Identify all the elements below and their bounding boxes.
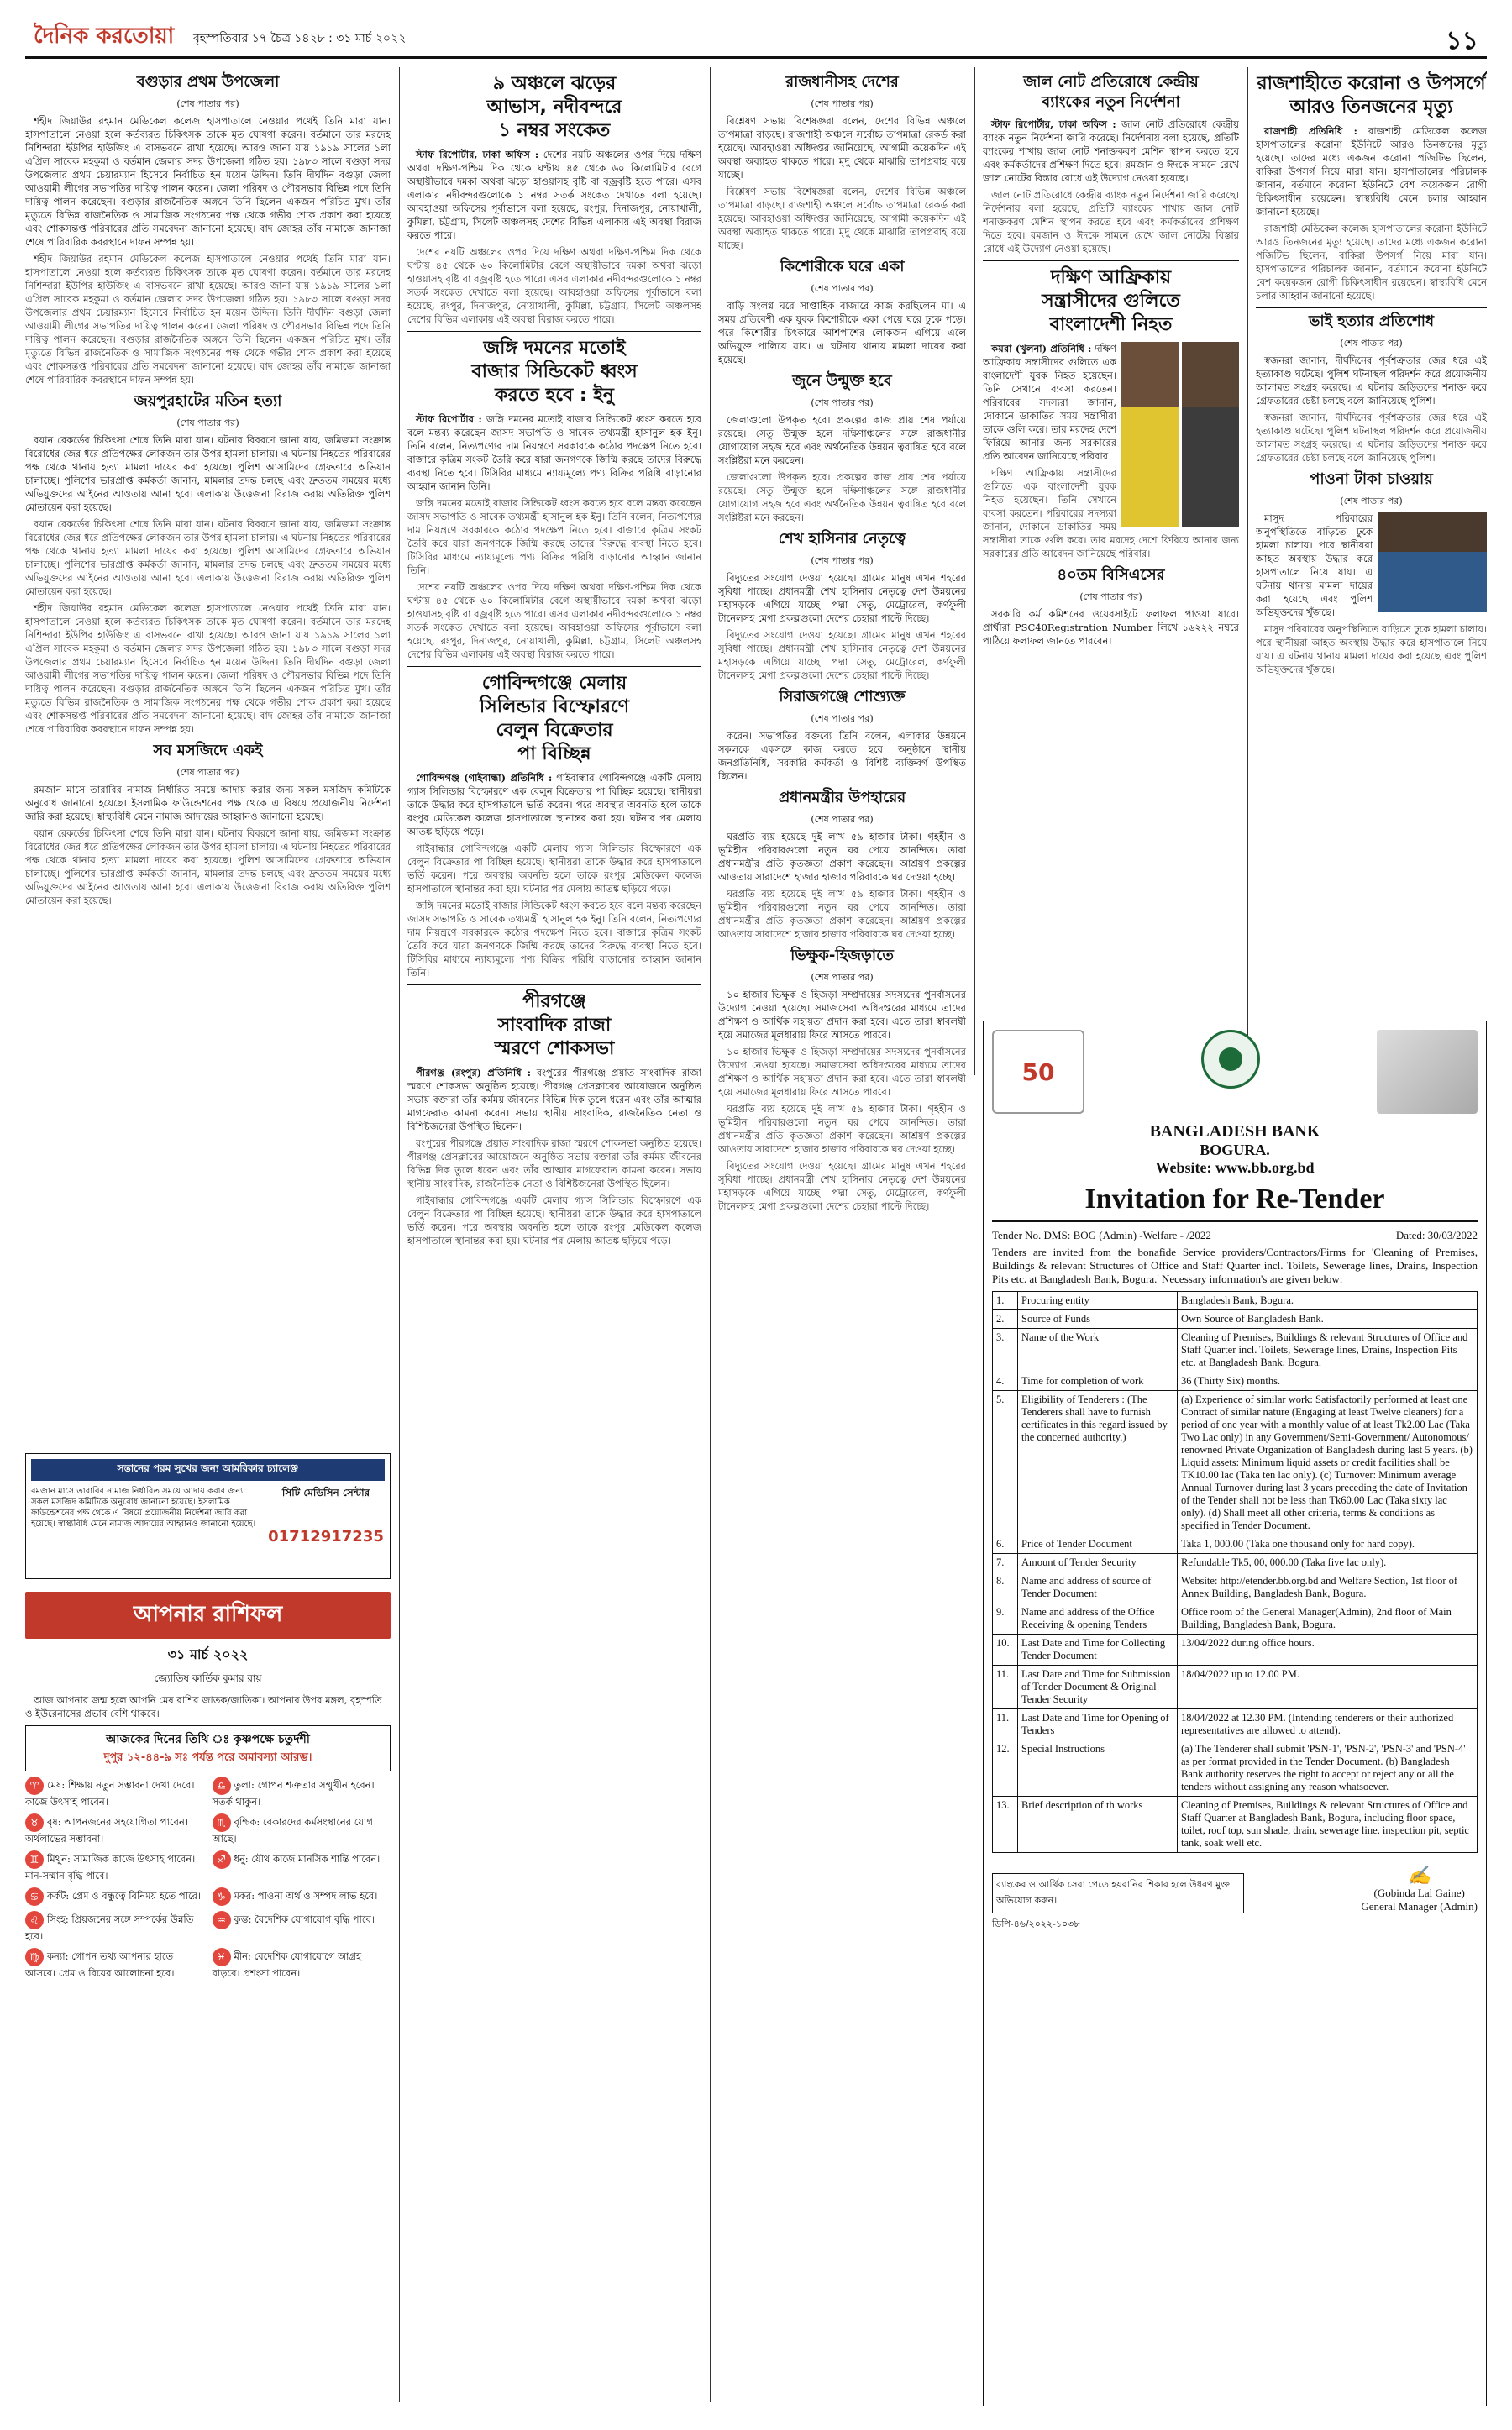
- headline: শেখ হাসিনার নেতৃত্বে: [778, 530, 906, 548]
- headline: ৪০তম বিসিএসের: [1057, 566, 1165, 584]
- row-key: Time for completion of work: [1018, 1372, 1178, 1391]
- row-number: 9.: [993, 1603, 1018, 1635]
- row-number: 6.: [993, 1535, 1018, 1554]
- continued-label: (শেষ পাতার পর): [176, 417, 239, 428]
- zodiac-item: [25, 1948, 204, 1980]
- tithi-title: আজকের দিনের তিথি ঃ কৃষ্ণপক্ষে চতুর্দশী: [106, 1733, 310, 1746]
- zodiac-grid: [25, 1777, 391, 1980]
- zodiac-text: মীন: বেদেশিক যোগাযোগে আগ্রহ বাড়বে। প্রশংসা পাবেন।: [212, 1950, 362, 1979]
- article-body: রাজশাহী মেডিকেল কলেজ হাসপাতালের করোনা ইউনিটে আরও তিনজনের মৃত্যু হয়েছে। তাদের মধ্যে একজন করোনা পজিটিভ ছিলেন, বাকিরা উপসর্গ নিয়ে মারা যান। হাসপাতালের পরিচালক জানান, বর্তমানে করোনা ইউনিটে বেশ কয়েকজন রোগী চিকিৎসাধীন রয়েছেন। স্বাস্থ্যবিধি মেনে চলার আহ্বান জানানো হয়েছে।: [1256, 223, 1487, 302]
- table-row: [993, 1603, 1478, 1635]
- row-value: Refundable Tk5, 00, 000.00 (Taka five lac only).: [1178, 1554, 1478, 1572]
- zodiac-text: বৃশ্চিক: বেকারদের কর্মসংস্থানের যোগ আছে।: [212, 1816, 373, 1845]
- row-number: 11.: [993, 1709, 1018, 1740]
- headline-line: জঙ্গি দমনের মতোই: [483, 338, 626, 359]
- continued-label: (শেষ পাতার পর): [811, 283, 874, 294]
- headline: কিশোরীকে ঘরে একা: [780, 258, 905, 276]
- bank-city: BOGURA.: [1200, 1142, 1270, 1158]
- article-body: রংপুরের পীরগঞ্জে প্রয়াত সাংবাদিক রাজা স্মরণে শোকসভা অনুষ্ঠিত হয়েছে। পীরগঞ্জ প্রেসক্লাবের আয়োজনে অনুষ্ঠিত সভায় বক্তারা তাঁর কর্মময় জীবনের বিভিন্ন দিক তুলে ধরেন এবং তাঁর আত্মার মাগফেরাত কামনা করেন। সভায় স্থানীয় সাংবাদিক, রাজনৈতিক নেতা ও বিশিষ্টজনেরা উপস্থিত ছিলেন।: [407, 1067, 701, 1132]
- portrait-logo: [1377, 1030, 1478, 1114]
- headline: পাওনা টাকা চাওয়ায়: [1310, 470, 1433, 488]
- headline: [407, 666, 701, 766]
- headline: সিরাজগঞ্জে শোশ্যুক্ত: [779, 688, 906, 706]
- row-key: Source of Funds: [1018, 1310, 1178, 1329]
- article-body: ১০ হাজার ভিক্ষুক ও হিজড়া সম্প্রদায়ের সদস্যদের পুনর্বাসনের উদ্যোগ নেওয়া হয়েছে। সমাজসেবা অধিদপ্তরের মাধ্যমে তাদের প্রশিক্ষণ ও আর্থিক সহায়তা প্রদান করা হবে। এতে তারা স্বাবলম্বী হয়ে সমাজের মূলধারায় ফিরে আসতে পারবে।: [718, 989, 966, 1041]
- continued-label: (শেষ পাতার পর): [811, 713, 874, 724]
- article-body: জেলাগুলো উপকৃত হবে। প্রকল্পের কাজ প্রায় শেষ পর্যায়ে রয়েছে। সেতু উন্মুক্ত হলে দক্ষিণাঞ্চলের সঙ্গে রাজধানীর যোগাযোগ সহজ হবে এবং অর্থনৈতিক উন্নয়ন ত্বরান্বিত হবে বলে সংশ্লিষ্টরা মনে করছেন।: [718, 414, 966, 466]
- zodiac-sign-icon: ♒: [213, 1911, 231, 1929]
- article-body: বয়ান রেকর্ডের চিকিৎসা শেষে তিনি মারা যান। ঘটনার বিবরণে জানা যায়, জমিজমা সংক্রান্ত বিরোধের জের ধরে প্রতিপক্ষের লোকজন তার উপর হামলা চালায়। এ ঘটনায় নিহতের পরিবারের পক্ষ থেকে থানায় হত্যা মামলা দায়ের করা হয়েছে। পুলিশ আসামিদের গ্রেফতারে অভিযান চালাচ্ছে। পুলিশের ভারপ্রাপ্ত কর্মকর্তা জানান, মামলার তদন্ত চলছে এবং দ্রুততম সময়ের মধ্যে অভিযুক্তদের আইনের আওতায় আনা হবে। এলাকায় উত্তেজনা বিরাজ করায় অতিরিক্ত পুলিশ মোতায়েন করা হয়েছে।: [25, 434, 391, 513]
- article-body: রংপুরের পীরগঞ্জে প্রয়াত সাংবাদিক রাজা স্মরণে শোকসভা অনুষ্ঠিত হয়েছে। পীরগঞ্জ প্রেসক্লাবের আয়োজনে অনুষ্ঠিত সভায় বক্তারা তাঁর কর্মময় জীবনের বিভিন্ন দিক তুলে ধরেন এবং তাঁর আত্মার মাগফেরাত কামনা করেন। সভায় স্থানীয় সাংবাদিক, রাজনৈতিক নেতা ও বিশিষ্টজনেরা উপস্থিত ছিলেন।: [407, 1137, 701, 1189]
- headline: ভিক্ষুক-হিজড়াতে: [790, 947, 894, 964]
- article-body: দেশের নয়টি অঞ্চলের ওপর দিয়ে দক্ষিণ অথবা দক্ষিণ-পশ্চিম দিক থেকে ঘণ্টায় ৪৫ থেকে ৬০ কিলোমিটার বেগে অস্থায়ীভাবে দমকা অথবা ঝড়ো হাওয়াসহ বৃষ্টি বা বজ্রবৃষ্টি হতে পারে। এসব এলাকার নদীবন্দরগুলোকে ১ নম্বর সতর্ক সংকেত দেখাতে বলা হয়েছে। আবহাওয়া অফিসের পূর্বাভাসে বলা হয়েছে, রংপুর, দিনাজপুর, নোয়াখালী, কুমিল্লা, চট্টগ্রাম, সিলেট অঞ্চলসহ দেশের বিভিন্ন এলাকায় এই অবস্থা বিরাজ করতে পারে।: [407, 149, 701, 241]
- headline: ভাই হত্যার প্রতিশোধ: [1256, 307, 1487, 332]
- continued-label: (শেষ পাতার পর): [1079, 591, 1142, 602]
- row-value: Cleaning of Premises, Buildings & relevant Structures of Office and Staff Quarter at Bangladesh Bank, Bogura, including floor space, toilet, roof top, sun shade, drain, sewerage line, inspection pit, septic tank, soak well etc.: [1178, 1797, 1478, 1853]
- article-body: বয়ান রেকর্ডের চিকিৎসা শেষে তিনি মারা যান। ঘটনার বিবরণে জানা যায়, জমিজমা সংক্রান্ত বিরোধের জের ধরে প্রতিপক্ষের লোকজন তার উপর হামলা চালায়। এ ঘটনায় নিহতের পরিবারের পক্ষ থেকে থানায় হত্যা মামলা দায়ের করা হয়েছে। পুলিশ আসামিদের গ্রেফতারে অভিযান চালাচ্ছে। পুলিশের ভারপ্রাপ্ত কর্মকর্তা জানান, মামলার তদন্ত চলছে এবং দ্রুততম সময়ের মধ্যে অভিযুক্তদের আইনের আওতায় আনা হবে। এলাকায় উত্তেজনা বিরাজ করায় অতিরিক্ত পুলিশ মোতায়েন করা হয়েছে।: [25, 827, 391, 906]
- zodiac-sign-icon: ♍: [25, 1948, 44, 1966]
- table-row: [993, 1310, 1478, 1329]
- row-key: Name and address of source of Tender Document: [1018, 1572, 1178, 1603]
- photo-person-left: [1121, 342, 1179, 527]
- row-value: 18/04/2022 up to 12.00 PM.: [1178, 1666, 1478, 1709]
- news-photo: [1378, 512, 1487, 612]
- zodiac-item: [25, 1850, 204, 1882]
- row-key: Name of the Work: [1018, 1329, 1178, 1372]
- newspaper-logo: দৈনিক করতোয়া: [34, 24, 175, 49]
- zodiac-text: মিথুন: সামাজিক কাজে উৎসাহ পাবেন। মান-সম্মান বৃদ্ধি পাবে।: [25, 1853, 196, 1882]
- table-row: [993, 1666, 1478, 1709]
- byline: কয়রা (খুলনা) প্রতিনিধি :: [991, 343, 1092, 354]
- horoscope-author: জ্যোতিষ কার্তিক কুমার রায়: [154, 1672, 262, 1684]
- headline-line: সিলিন্ডার বিস্ফোরণে: [479, 696, 630, 717]
- article-body: বিদ্যুতের সংযোগ দেওয়া হয়েছে। গ্রামের মানুষ এখন শহরের সুবিধা পাচ্ছে। প্রধানমন্ত্রী শেখ হাসিনার নেতৃত্বে দেশ উন্নয়নের মহাসড়কে এগিয়ে যাচ্ছে। পদ্মা সেতু, মেট্রোরেল, কর্ণফুলী টানেলসহ মেগা প্রকল্পগুলো দেশের চেহারা পাল্টে দিচ্ছে।: [718, 629, 966, 681]
- column-2: [407, 67, 701, 2402]
- tender-title: Invitation for Re-Tender: [992, 1184, 1478, 1222]
- tender-notice: [983, 1021, 1487, 2406]
- headline-line: জাল নোট প্রতিরোধে কেন্দ্রীয়: [1023, 73, 1199, 91]
- article-body: বিশ্লেষণ সভায় বিশেষজ্ঞরা বলেন, দেশের বিভিন্ন অঞ্চলে তাপমাত্রা বাড়ছে। রাজশাহী অঞ্চলে সর্বোচ্চ তাপমাত্রা রেকর্ড করা হয়েছে। আবহাওয়া অধিদপ্তর জানিয়েছে, আগামী কয়েকদিন এই অবস্থা অব্যাহত থাকতে পারে। মৃদু থেকে মাঝারি তাপপ্রবাহ বয়ে যাচ্ছে।: [718, 186, 966, 251]
- headline-line: স্মরণে শোকসভা: [494, 1038, 615, 1059]
- headline: রাজধানীসহ দেশের: [785, 73, 899, 91]
- article-body: বিদ্যুতের সংযোগ দেওয়া হয়েছে। গ্রামের মানুষ এখন শহরের সুবিধা পাচ্ছে। প্রধানমন্ত্রী শেখ হাসিনার নেতৃত্বে দেশ উন্নয়নের মহাসড়কে এগিয়ে যাচ্ছে। পদ্মা সেতু, মেট্রোরেল, কর্ণফুলী টানেলসহ মেগা প্রকল্পগুলো দেশের চেহারা পাল্টে দিচ্ছে।: [718, 572, 966, 624]
- headline-line: গোবিন্দগঞ্জে মেলায়: [481, 673, 627, 694]
- article-body: বয়ান রেকর্ডের চিকিৎসা শেষে তিনি মারা যান। ঘটনার বিবরণে জানা যায়, জমিজমা সংক্রান্ত বিরোধের জের ধরে প্রতিপক্ষের লোকজন তার উপর হামলা চালায়। এ ঘটনায় নিহতের পরিবারের পক্ষ থেকে থানায় হত্যা মামলা দায়ের করা হয়েছে। পুলিশ আসামিদের গ্রেফতারে অভিযান চালাচ্ছে। পুলিশের ভারপ্রাপ্ত কর্মকর্তা জানান, মামলার তদন্ত চলছে এবং দ্রুততম সময়ের মধ্যে অভিযুক্তদের আইনের আওতায় আনা হবে। এলাকায় উত্তেজনা বিরাজ করায় অতিরিক্ত পুলিশ মোতায়েন করা হয়েছে।: [25, 518, 391, 597]
- horoscope-section: [25, 1592, 391, 2398]
- continued-label: (শেষ পাতার পর): [811, 972, 874, 983]
- row-number: 11.: [993, 1666, 1018, 1709]
- zodiac-sign-icon: ♏: [213, 1813, 231, 1832]
- row-key: Price of Tender Document: [1018, 1535, 1178, 1554]
- row-value: 13/04/2022 during office hours.: [1178, 1635, 1478, 1666]
- headline-line: সাংবাদিক রাজা: [497, 1015, 612, 1036]
- continued-label: (শেষ পাতার পর): [1340, 338, 1403, 349]
- headline-line: আভাস, নদীবন্দরে: [486, 97, 622, 118]
- row-value: (a) The Tenderer shall submit 'PSN-1', 'PSN-2', 'PSN-3' and 'PSN-4' as per format provided in the Tender Document. (b) Bangladesh Bank authority reserves the right to accept or reject any or all the tenders without assigning any reason whatsoever.: [1178, 1740, 1478, 1797]
- table-row: [993, 1635, 1478, 1666]
- row-value: Office room of the General Manager(Admin), 2nd floor of Main Building, Bangladesh Bank, Bogura.: [1178, 1603, 1478, 1635]
- row-key: Procuring entity: [1018, 1292, 1178, 1310]
- zodiac-sign-icon: ♉: [25, 1813, 44, 1832]
- complaint-footnote: ব্যাংকের ও আর্থিক সেবা পেতে হয়রানির শিকার হলে উধরণ মুক্ত অভিযোগ করুন।: [992, 1873, 1244, 1913]
- tender-date: Dated: 30/03/2022: [1395, 1229, 1478, 1241]
- byline: রাজশাহী প্রতিনিধি :: [1264, 125, 1357, 137]
- table-row: [993, 1709, 1478, 1740]
- article-body: রাজশাহী মেডিকেল কলেজ হাসপাতালের করোনা ইউনিটে আরও তিনজনের মৃত্যু হয়েছে। তাদের মধ্যে একজন করোনা পজিটিভ ছিলেন, বাকিরা উপসর্গ নিয়ে মারা যান। হাসপাতালের পরিচালক জানান, বর্তমানে করোনা ইউনিটে বেশ কয়েকজন রোগী চিকিৎসাধীন রয়েছেন। স্বাস্থ্যবিধি মেনে চলার আহ্বান জানানো হয়েছে।: [1256, 125, 1487, 218]
- row-key: Last Date and Time for Opening of Tenders: [1018, 1709, 1178, 1740]
- article-body: ১০ হাজার ভিক্ষুক ও হিজড়া সম্প্রদায়ের সদস্যদের পুনর্বাসনের উদ্যোগ নেওয়া হয়েছে। সমাজসেবা অধিদপ্তরের মাধ্যমে তাদের প্রশিক্ষণ ও আর্থিক সহায়তা প্রদান করা হবে। এতে তারা স্বাবলম্বী হয়ে সমাজের মূলধারায় ফিরে আসতে পারবে।: [718, 1046, 966, 1098]
- horoscope-title: আপনার রাশিফল: [25, 1592, 391, 1639]
- tender-number: Tender No. DMS: BOG (Admin) -Welfare - /2022: [992, 1229, 1211, 1241]
- zodiac-sign-icon: ♓: [213, 1948, 231, 1966]
- article-body: জঙ্গি দমনের মতোই বাজার সিন্ডিকেট ধ্বংস করতে হবে বলে মন্তব্য করেছেন জাসদ সভাপতি ও সাবেক তথ্যমন্ত্রী হাসানুল হক ইনু। তিনি বলেন, নিত্যপণ্যের দাম নিয়ন্ত্রণে সরকারকে কঠোর পদক্ষেপ নিতে হবে। বাজারে কৃত্রিম সংকট তৈরি করে যারা জনগণকে জিম্মি করছে তাদের বিরুদ্ধে ব্যবস্থা নিতে হবে। টিসিবির মাধ্যমে ন্যায্যমূল্যে পণ্য বিক্রির পরিধি বাড়ানোর আহ্বান জানান তিনি।: [407, 497, 701, 576]
- headline: [407, 984, 701, 1061]
- table-row: [993, 1535, 1478, 1554]
- row-number: 4.: [993, 1372, 1018, 1391]
- row-key: Last Date and Time for Submission of Tender Document & Original Tender Security: [1018, 1666, 1178, 1709]
- tithi-subtitle: দুপুর ১২-৪৪-৯ সঃ পর্যন্ত পরে অমাবস্যা আরম্ভ।: [103, 1751, 312, 1764]
- column-rule: [1247, 67, 1248, 1075]
- article-body: স্বজনরা জানান, দীর্ঘদিনের পূর্বশত্রুতার জের ধরে এই হত্যাকাণ্ড ঘটেছে। পুলিশ ঘটনাস্থল পরিদর্শন করে প্রয়োজনীয় আলামত সংগ্রহ করেছে। এ ঘটনায় জড়িতদের শনাক্ত করে গ্রেফতারের চেষ্টা চলছে বলে জানিয়েছে পুলিশ।: [1256, 354, 1487, 407]
- zodiac-item: [213, 1887, 391, 1906]
- continued-label: (শেষ পাতার পর): [811, 98, 874, 109]
- column-rule: [974, 67, 975, 1075]
- row-value: Website: http://etender.bb.org.bd and Welfare Section, 1st floor of Annex Building, Bangladesh Bank, Bogura.: [1178, 1572, 1478, 1603]
- zodiac-text: সিংহ: প্রিয়জনের সঙ্গে সম্পর্কের উন্নতি হবে।: [25, 1913, 194, 1942]
- table-row: [993, 1554, 1478, 1572]
- table-row: [993, 1329, 1478, 1372]
- continued-label: (শেষ পাতার পর): [176, 767, 239, 778]
- zodiac-text: ধনু: যৌথ কাজে মানসিক শান্তি পাবেন।: [234, 1853, 381, 1865]
- article-body: ঘরপ্রতি ব্যয় হয়েছে দুই লাখ ৫৯ হাজার টাকা। গৃহহীন ও ভূমিহীন পরিবারগুলো নতুন ঘর পেয়ে আনন্দিত। তারা প্রধানমন্ত্রীর প্রতি কৃতজ্ঞতা প্রকাশ করেছেন। আশ্রয়ণ প্রকল্পের আওতায় সারাদেশে হাজার হাজার পরিবারকে ঘর দেওয়া হচ্ছে।: [718, 1103, 966, 1155]
- article-body: দক্ষিণ আফ্রিকায় সন্ত্রাসীদের গুলিতে এক বাংলাদেশী যুবক নিহত হয়েছেন। তিনি সেখানে ব্যবসা করতেন। পরিবারের সদস্যরা জানান, দোকানে ডাকাতির সময় সন্ত্রাসীরা তাকে গুলি করে। তার মরদেহ দেশে ফিরিয়ে আনার জন্য সরকারের প্রতি আবেদন জানিয়েছে পরিবার।: [983, 467, 1239, 559]
- article-body: ঘরপ্রতি ব্যয় হয়েছে দুই লাখ ৫৯ হাজার টাকা। গৃহহীন ও ভূমিহীন পরিবারগুলো নতুন ঘর পেয়ে আনন্দিত। তারা প্রধানমন্ত্রীর প্রতি কৃতজ্ঞতা প্রকাশ করেছেন। আশ্রয়ণ প্রকল্পের আওতায় সারাদেশে হাজার হাজার পরিবারকে ঘর দেওয়া হচ্ছে।: [718, 831, 966, 883]
- article-body: বাড়ি সংলগ্ন ঘরে সাপ্তাহিক বাজারে কাজ করছিলেন মা। এ সময় প্রতিবেশী এক যুবক কিশোরীকে একা পেয়ে ঘরে ঢুকে পড়ে। পরে কিশোরীর চিৎকারে আশপাশের লোকজন এগিয়ে এলে অভিযুক্ত পালিয়ে যায়। এ ঘটনায় থানায় মামলা দায়ের করা হয়েছে।: [718, 300, 966, 365]
- row-value: Cleaning of Premises, Buildings & relevant Structures of Office and Staff Quarter incl. Toilets, Sewerage lines, Drains, Inspection Pits etc. at Bangladesh Bank, Bogura.: [1178, 1329, 1478, 1372]
- masthead: [25, 17, 1487, 59]
- column-3: [718, 67, 966, 2402]
- article-body: শহীদ জিয়াউর রহমান মেডিকেল কলেজ হাসপাতালে নেওয়ার পথেই তিনি মারা যান। হাসপাতালে নেওয়া হলে কর্তব্যরত চিকিৎসক তাকে মৃত ঘোষণা করেন। বর্তমানে তার মরদেহ নিশিন্দারা ইউপির হাউজিং এ বাসভবনে রাখা হয়েছে। আরও জানা যায় ১৯১৯ সালের ১লা এপ্রিল সাবেক মহকুমা ও বর্তমান জেলার সদর উপজেলা গঠিত হয়। ১৯৮৩ সালে বগুড়া সদর উপজেলার প্রথম চেয়ারম্যান হিসেবে নির্বাচিত হন ময়েন উদ্দিন। তিনি দীর্ঘদিন বগুড়া জেলা আওয়ামী লীগের সভাপতির দায়িত্ব পালন করেন। জেলা পরিষদ ও পৌরসভার বিভিন্ন পদে তিনি দায়িত্ব পালন করেছেন। বগুড়ার রাজনৈতিক অঙ্গনে তিনি ছিলেন একজন পরিচিত মুখ। তাঁর মৃত্যুতে বিভিন্ন রাজনৈতিক ও সামাজিক সংগঠনের পক্ষ থেকে গভীর শোক প্রকাশ করা হয়েছে এবং শোকসন্তপ্ত পরিবারের প্রতি সমবেদনা জানানো হয়েছে। বাদ জোহর তাঁর নামাজে জানাজা শেষে পারিবারিক কবরস্থানে দাফন সম্পন্ন হয়।: [25, 115, 391, 248]
- headline: প্রধানমন্ত্রীর উপহারের: [778, 789, 906, 806]
- zodiac-item: [25, 1887, 204, 1906]
- ad-clinic-name: সিটি মেডিসিন সেন্টার: [281, 1487, 370, 1498]
- row-key: Brief description of th works: [1018, 1797, 1178, 1853]
- row-number: 7.: [993, 1554, 1018, 1572]
- row-value: Taka 1, 000.00 (Taka one thousand only for hard copy).: [1178, 1535, 1478, 1554]
- byline: স্টাফ রিপোর্টার, ঢাকা অফিস :: [991, 118, 1116, 130]
- row-key: Eligibility of Tenderers : (The Tenderers shall have to furnish certificates in this regard issued by the concerned authority.): [1018, 1391, 1178, 1535]
- zodiac-text: বৃষ: আপনজনের সহযোগিতা পাবেন। অর্থলাভের সম্ভাবনা।: [25, 1816, 188, 1845]
- headline-line: আরও তিনজনের মৃত্যু: [1289, 97, 1453, 118]
- row-value: Bangladesh Bank, Bogura.: [1178, 1292, 1478, 1310]
- horoscope-intro: আজ আপনার জন্ম হলে আপনি মেষ রাশির জাতক/জাতিকা। আপনার উপর মঙ্গল, বৃহস্পতি ও ইউরেনাসের প্রভাব বেশি থাকবে।: [25, 1694, 382, 1719]
- row-number: 1.: [993, 1292, 1018, 1310]
- zodiac-text: কুম্ভ: বৈদেশিক যোগাযোগ বৃদ্ধি পাবে।: [234, 1913, 375, 1925]
- headline-line: ব্যাংকের নতুন নির্দেশনা: [1042, 93, 1180, 111]
- article-body: জেলাগুলো উপকৃত হবে। প্রকল্পের কাজ প্রায় শেষ পর্যায়ে রয়েছে। সেতু উন্মুক্ত হলে দক্ষিণাঞ্চলের সঙ্গে রাজধানীর যোগাযোগ সহজ হবে এবং অর্থনৈতিক উন্নয়ন ত্বরান্বিত হবে বলে সংশ্লিষ্টরা মনে করছেন।: [718, 471, 966, 523]
- row-value: 18/04/2022 at 12.30 PM. (Intending tenderers or their authorized representatives are allowed to attend).: [1178, 1709, 1478, 1740]
- ad-body: রমজান মাসে তারাবির নামাজ নির্ধারিত সময়ে আদায় করার জন্য সকল মসজিদ কমিটিকে অনুরোধ জানানো হয়েছে। ইসলামিক ফাউন্ডেশনের পক্ষ থেকে এ বিষয়ে প্রয়োজনীয় নির্দেশনা জারি করা হয়েছে। স্বাস্থ্যবিধি মেনে নামাজ আদায়ের আহ্বানও জানানো হয়েছে।: [31, 1487, 256, 1529]
- table-row: [993, 1740, 1478, 1797]
- article-body: গাইবান্ধার গোবিন্দগঞ্জে একটি মেলায় গ্যাস সিলিন্ডার বিস্ফোরণে এক বেলুন বিক্রেতার পা বিচ্ছিন্ন হয়েছে। স্থানীয়রা তাকে উদ্ধার করে হাসপাতালে ভর্তি করেন। পরে অবস্থার অবনতি হলে তাকে রংপুর মেডিকেল কলেজ হাসপাতালে স্থানান্তর করা হয়। ঘটনার পর মেলায় আতঙ্ক ছড়িয়ে পড়ে।: [407, 842, 701, 895]
- table-row: [993, 1797, 1478, 1853]
- ad-reference: ডিপি-৪৬/২০২২-১০৩৮: [992, 1918, 1080, 1929]
- article-body: জাল নোট প্রতিরোধে কেন্দ্রীয় ব্যাংক নতুন নির্দেশনা জারি করেছে। নির্দেশনায় বলা হয়েছে, প্রতিটি ব্যাংকের শাখায় জাল নোট শনাক্তকরণ মেশিন স্থাপন করতে হবে এবং কর্মকর্তাদের প্রশিক্ষণ দিতে হবে। রমজান ও ঈদকে সামনে রেখে জাল নোটের বিস্তার রোধে এই উদ্যোগ নেওয়া হয়েছে।: [983, 189, 1239, 255]
- row-number: 2.: [993, 1310, 1018, 1329]
- tender-table: [992, 1291, 1478, 1853]
- signature: ✍: [1407, 1865, 1431, 1886]
- headline-line: সন্ত্রাসীদের গুলিতে: [1042, 291, 1180, 312]
- table-row: [993, 1572, 1478, 1603]
- headline: জয়পুরহাটের মতিন হত্যা: [134, 392, 282, 410]
- row-number: 3.: [993, 1329, 1018, 1372]
- headline-line: পীরগঞ্জে: [522, 991, 586, 1012]
- row-value: Own Source of Bangladesh Bank.: [1178, 1310, 1478, 1329]
- zodiac-sign-icon: ♑: [213, 1887, 231, 1906]
- article-body: রমজান মাসে তারাবির নামাজ নির্ধারিত সময়ে আদায় করার জন্য সকল মসজিদ কমিটিকে অনুরোধ জানানো হয়েছে। ইসলামিক ফাউন্ডেশনের পক্ষ থেকে এ বিষয়ে প্রয়োজনীয় নির্দেশনা জারি করা হয়েছে। স্বাস্থ্যবিধি মেনে নামাজ আদায়ের আহ্বানও জানানো হয়েছে।: [25, 784, 391, 822]
- article-body: শহীদ জিয়াউর রহমান মেডিকেল কলেজ হাসপাতালে নেওয়ার পথেই তিনি মারা যান। হাসপাতালে নেওয়া হলে কর্তব্যরত চিকিৎসক তাকে মৃত ঘোষণা করেন। বর্তমানে তার মরদেহ নিশিন্দারা ইউপির হাউজিং এ বাসভবনে রাখা হয়েছে। আরও জানা যায় ১৯১৯ সালের ১লা এপ্রিল সাবেক মহকুমা ও বর্তমান জেলার সদর উপজেলা গঠিত হয়। ১৯৮৩ সালে বগুড়া সদর উপজেলার প্রথম চেয়ারম্যান হিসেবে নির্বাচিত হন ময়েন উদ্দিন। তিনি দীর্ঘদিন বগুড়া জেলা আওয়ামী লীগের সভাপতির দায়িত্ব পালন করেন। জেলা পরিষদ ও পৌরসভার বিভিন্ন পদে তিনি দায়িত্ব পালন করেছেন। বগুড়ার রাজনৈতিক অঙ্গনে তিনি ছিলেন একজন পরিচিত মুখ। তাঁর মৃত্যুতে বিভিন্ন রাজনৈতিক ও সামাজিক সংগঠনের পক্ষ থেকে গভীর শোক প্রকাশ করা হয়েছে এবং শোকসন্তপ্ত পরিবারের প্রতি সমবেদনা জানানো হয়েছে। বাদ জোহর তাঁর নামাজে জানাজা শেষে পারিবারিক কবরস্থানে দাফন সম্পন্ন হয়।: [25, 602, 391, 735]
- headline: জুনে উন্মুক্ত হবে: [792, 372, 892, 390]
- zodiac-sign-icon: ♌: [25, 1911, 44, 1929]
- row-number: 8.: [993, 1572, 1018, 1603]
- bank-website: Website: www.bb.org.bd: [1155, 1159, 1315, 1176]
- row-value: (a) Experience of similar work: Satisfactorily performed at least one Contract of similar nature (Engaging at least Twelve cleaners) for a period of one year with a monthly value of at least Tk2.00 Lac (Taka Two Lac only) in any Government/Semi-Government/ Autonomous/ renowned Private Organization of Bangladesh during last 5 years. (b) Liquid assets: Minimum liquid assets or credit facilities shall be TK10.00 lac (Taka ten lac only). (c) Turnover: Minimum average Annual Turnover during last 3 years preceding the date of Invitation of the Tender shall not be less than Tk60.00 Lac (Taka sixty lac only). (d) Shall meet all other criteria, terms & conditions as specified in Tender Document.: [1178, 1391, 1478, 1535]
- headline-line: বেলুন বিক্রেতার: [496, 720, 613, 741]
- article-body: দেশের নয়টি অঞ্চলের ওপর দিয়ে দক্ষিণ অথবা দক্ষিণ-পশ্চিম দিক থেকে ঘণ্টায় ৪৫ থেকে ৬০ কিলোমিটার বেগে অস্থায়ীভাবে দমকা অথবা ঝড়ো হাওয়াসহ বৃষ্টি বা বজ্রবৃষ্টি হতে পারে। এসব এলাকার নদীবন্দরগুলোকে ১ নম্বর সতর্ক সংকেত দেখাতে বলা হয়েছে। আবহাওয়া অফিসের পূর্বাভাসে বলা হয়েছে, রংপুর, দিনাজপুর, নোয়াখালী, কুমিল্লা, চট্টগ্রাম, সিলেট অঞ্চলসহ দেশের বিভিন্ন এলাকায় এই অবস্থা বিরাজ করতে পারে।: [407, 246, 701, 325]
- continued-label: (শেষ পাতার পর): [811, 555, 874, 566]
- zodiac-text: তুলা: গোপন শত্রুতার সম্মুখীন হবেন। সতর্ক থাকুন।: [212, 1779, 375, 1808]
- article-body: বিশ্লেষণ সভায় বিশেষজ্ঞরা বলেন, দেশের বিভিন্ন অঞ্চলে তাপমাত্রা বাড়ছে। রাজশাহী অঞ্চলে সর্বোচ্চ তাপমাত্রা রেকর্ড করা হয়েছে। আবহাওয়া অধিদপ্তর জানিয়েছে, আগামী কয়েকদিন এই অবস্থা অব্যাহত থাকতে পারে। মৃদু থেকে মাঝারি তাপপ্রবাহ বয়ে যাচ্ছে।: [718, 115, 966, 181]
- row-number: 5.: [993, 1391, 1018, 1535]
- row-number: 13.: [993, 1797, 1018, 1853]
- headline-line: বাংলাদেশী নিহত: [1049, 314, 1173, 335]
- headline: [983, 72, 1239, 113]
- byline: গোবিন্দগঞ্জ (গাইবান্ধা) প্রতিনিধি :: [416, 772, 553, 784]
- article-body: করেন। সভাপতির বক্তব্যে তিনি বলেন, এলাকার উন্নয়নে সকলকে একসঙ্গে কাজ করতে হবে। অনুষ্ঠানে স্থানীয় জনপ্রতিনিধি, সরকারি কর্মকর্তা ও বিশিষ্ট ব্যক্তিবর্গ উপস্থিত ছিলেন।: [718, 730, 966, 782]
- bank-name: BANGLADESH BANK: [1149, 1122, 1320, 1141]
- article-body: দেশের নয়টি অঞ্চলের ওপর দিয়ে দক্ষিণ অথবা দক্ষিণ-পশ্চিম দিক থেকে ঘণ্টায় ৪৫ থেকে ৬০ কিলোমিটার বেগে অস্থায়ীভাবে দমকা অথবা ঝড়ো হাওয়াসহ বৃষ্টি বা বজ্রবৃষ্টি হতে পারে। এসব এলাকার নদীবন্দরগুলোকে ১ নম্বর সতর্ক সংকেত দেখাতে বলা হয়েছে। আবহাওয়া অফিসের পূর্বাভাসে বলা হয়েছে, রংপুর, দিনাজপুর, নোয়াখালী, কুমিল্লা, চট্টগ্রাম, সিলেট অঞ্চলসহ দেশের বিভিন্ন এলাকায় এই অবস্থা বিরাজ করতে পারে।: [407, 581, 701, 660]
- zodiac-item: [213, 1813, 391, 1845]
- clinic-advertisement: [25, 1453, 391, 1579]
- zodiac-sign-icon: ♎: [213, 1777, 231, 1795]
- zodiac-item: [25, 1911, 204, 1943]
- article-body: স্বজনরা জানান, দীর্ঘদিনের পূর্বশত্রুতার জের ধরে এই হত্যাকাণ্ড ঘটেছে। পুলিশ ঘটনাস্থল পরিদর্শন করে প্রয়োজনীয় আলামত সংগ্রহ করেছে। এ ঘটনায় জড়িতদের শনাক্ত করে গ্রেফতারের চেষ্টা চলছে বলে জানিয়েছে পুলিশ।: [1256, 412, 1487, 464]
- article-body: সরকারি কর্ম কমিশনের ওয়েবসাইটে ফলাফল পাওয়া যাবে। প্রার্থীরা PSC40Registration Number লিখে ১৬২২২ নম্বরে পাঠিয়ে ফলাফল জানতে পারবেন।: [983, 608, 1239, 647]
- continued-label: (শেষ পাতার পর): [811, 397, 874, 408]
- zodiac-item: [25, 1813, 204, 1845]
- zodiac-sign-icon: ♈: [25, 1777, 44, 1795]
- headline: [1256, 72, 1487, 119]
- date-line: বৃহস্পতিবার ১৭ চৈত্র ১৪২৮ : ৩১ মার্চ ২০২২: [193, 32, 407, 45]
- zodiac-item: [213, 1948, 391, 1980]
- byline: স্টাফ রিপোর্টার :: [416, 413, 482, 425]
- zodiac-sign-icon: ♋: [25, 1887, 44, 1906]
- article-body: শহীদ জিয়াউর রহমান মেডিকেল কলেজ হাসপাতালে নেওয়ার পথেই তিনি মারা যান। হাসপাতালে নেওয়া হলে কর্তব্যরত চিকিৎসক তাকে মৃত ঘোষণা করেন। বর্তমানে তার মরদেহ নিশিন্দারা ইউপির হাউজিং এ বাসভবনে রাখা হয়েছে। আরও জানা যায় ১৯১৯ সালের ১লা এপ্রিল সাবেক মহকুমা ও বর্তমান জেলার সদর উপজেলা গঠিত হয়। ১৯৮৩ সালে বগুড়া সদর উপজেলার প্রথম চেয়ারম্যান হিসেবে নির্বাচিত হন ময়েন উদ্দিন। তিনি দীর্ঘদিন বগুড়া জেলা আওয়ামী লীগের সভাপতির দায়িত্ব পালন করেন। জেলা পরিষদ ও পৌরসভার বিভিন্ন পদে তিনি দায়িত্ব পালন করেছেন। বগুড়ার রাজনৈতিক অঙ্গনে তিনি ছিলেন একজন পরিচিত মুখ। তাঁর মৃত্যুতে বিভিন্ন রাজনৈতিক ও সামাজিক সংগঠনের পক্ষ থেকে গভীর শোক প্রকাশ করা হয়েছে এবং শোকসন্তপ্ত পরিবারের প্রতি সমবেদনা জানানো হয়েছে। বাদ জোহর তাঁর নামাজে জানাজা শেষে পারিবারিক কবরস্থানে দাফন সম্পন্ন হয়।: [25, 253, 391, 386]
- zodiac-item: [213, 1777, 391, 1808]
- continued-label: (শেষ পাতার পর): [176, 98, 239, 109]
- article-body: জঙ্গি দমনের মতোই বাজার সিন্ডিকেট ধ্বংস করতে হবে বলে মন্তব্য করেছেন জাসদ সভাপতি ও সাবেক তথ্যমন্ত্রী হাসানুল হক ইনু। তিনি বলেন, নিত্যপণ্যের দাম নিয়ন্ত্রণে সরকারকে কঠোর পদক্ষেপ নিতে হবে। বাজারে কৃত্রিম সংকট তৈরি করে যারা জনগণকে জিম্মি করছে তাদের বিরুদ্ধে ব্যবস্থা নিতে হবে। টিসিবির মাধ্যমে ন্যায্যমূল্যে পণ্য বিক্রির পরিধি বাড়ানোর আহ্বান জানান তিনি।: [407, 900, 701, 979]
- byline: স্টাফ রিপোর্টার, ঢাকা অফিস :: [416, 149, 539, 160]
- article-body: ঘরপ্রতি ব্যয় হয়েছে দুই লাখ ৫৯ হাজার টাকা। গৃহহীন ও ভূমিহীন পরিবারগুলো নতুন ঘর পেয়ে আনন্দিত। তারা প্রধানমন্ত্রীর প্রতি কৃতজ্ঞতা প্রকাশ করেছেন। আশ্রয়ণ প্রকল্পের আওতায় সারাদেশে হাজার হাজার পরিবারকে ঘর দেওয়া হচ্ছে।: [718, 888, 966, 940]
- article-body: গাইবান্ধার গোবিন্দগঞ্জে একটি মেলায় গ্যাস সিলিন্ডার বিস্ফোরণে এক বেলুন বিক্রেতার পা বিচ্ছিন্ন হয়েছে। স্থানীয়রা তাকে উদ্ধার করে হাসপাতালে ভর্তি করেন। পরে অবস্থার অবনতি হলে তাকে রংপুর মেডিকেল কলেজ হাসপাতালে স্থানান্তর করা হয়। ঘটনার পর মেলায় আতঙ্ক ছড়িয়ে পড়ে।: [407, 772, 701, 837]
- table-row: [993, 1372, 1478, 1391]
- zodiac-text: মেষ: শিক্ষায় নতুন সম্ভাবনা দেখা দেবে। কাজে উৎসাহ পাবেন।: [25, 1779, 195, 1808]
- article-body: জাল নোট প্রতিরোধে কেন্দ্রীয় ব্যাংক নতুন নির্দেশনা জারি করেছে। নির্দেশনায় বলা হয়েছে, প্রতিটি ব্যাংকের শাখায় জাল নোট শনাক্তকরণ মেশিন স্থাপন করতে হবে এবং কর্মকর্তাদের প্রশিক্ষণ দিতে হবে। রমজান ও ঈদকে সামনে রেখে জাল নোটের বিস্তার রোধে এই উদ্যোগ নেওয়া হয়েছে।: [983, 118, 1239, 184]
- photo-person-right: [1182, 342, 1239, 527]
- column-rule: [399, 67, 400, 2402]
- headline: সব মসজিদে একই: [153, 742, 263, 759]
- row-number: 12.: [993, 1740, 1018, 1797]
- zodiac-sign-icon: ♊: [25, 1850, 44, 1869]
- table-row: [993, 1391, 1478, 1535]
- signer-title: General Manager (Admin): [1361, 1900, 1478, 1913]
- byline: পীরগঞ্জ (রংপুর) প্রতিনিধি :: [416, 1067, 531, 1079]
- article-body: মাসুদ পরিবারের অনুপস্থিতিতে বাড়িতে ঢুকে হামলা চালায়। পরে স্থানীয়রা আহত অবস্থায় উদ্ধার করে হাসপাতালে নিয়ে যায়। এ ঘটনায় থানায় মামলা দায়ের করা হয়েছে এবং পুলিশ অভিযুক্তদের খুঁজছে।: [1256, 512, 1373, 618]
- headline-line: ১ নম্বর সংকেত: [498, 120, 611, 141]
- headline-line: দক্ষিণ আফ্রিকায়: [1050, 267, 1172, 288]
- column-rule: [710, 67, 711, 2402]
- zodiac-text: কর্কট: প্রেম ও বন্ধুত্বে বিনিময় হতে পারে।: [47, 1890, 202, 1902]
- column-1: [25, 67, 391, 1495]
- zodiac-text: মকর: পাওনা অর্থ ও সম্পদ লাভ হবে।: [234, 1890, 378, 1902]
- headline: [407, 331, 701, 407]
- row-value: 36 (Thirty Six) months.: [1178, 1372, 1478, 1391]
- column-4: [983, 67, 1239, 1058]
- ad-phone: 01712917235: [268, 1528, 384, 1546]
- continued-label: (শেষ পাতার পর): [811, 814, 874, 825]
- zodiac-item: [213, 1911, 391, 1943]
- article-body: বিদ্যুতের সংযোগ দেওয়া হয়েছে। গ্রামের মানুষ এখন শহরের সুবিধা পাচ্ছে। প্রধানমন্ত্রী শেখ হাসিনার নেতৃত্বে দেশ উন্নয়নের মহাসড়কে এগিয়ে যাচ্ছে। পদ্মা সেতু, মেট্রোরেল, কর্ণফুলী টানেলসহ মেগা প্রকল্পগুলো দেশের চেহারা পাল্টে দিচ্ছে।: [718, 1160, 966, 1212]
- continued-label: (শেষ পাতার পর): [1340, 496, 1403, 506]
- tender-intro: Tenders are invited from the bonafide Service providers/Contractors/Firms for 'Cleaning of Premises, Buildings & relevant Structures of Office and Staff Quarter incl. Toilets, Sewerage lines, Drains, Inspection Pits etc. at Bangladesh Bank, Bogura.' Necessary information's are given below:: [992, 1246, 1478, 1285]
- row-key: Name and address of the Office Receiving & opening Tenders: [1018, 1603, 1178, 1635]
- jubilee-logo: 50: [992, 1030, 1084, 1114]
- zodiac-sign-icon: ♐: [213, 1850, 231, 1869]
- ad-title: সন্তানের পরম সুখের জন্য আমরিকার চ্যালেঞ্জ: [31, 1459, 385, 1481]
- row-key: Amount of Tender Security: [1018, 1554, 1178, 1572]
- headline-line: করতে হবে : ইনু: [495, 385, 614, 406]
- zodiac-text: কন্যা: গোপন তথ্য আপনার হাতে আসবে। প্রেম ও বিয়ের আলোচনা হবে।: [25, 1950, 175, 1979]
- row-number: 10.: [993, 1635, 1018, 1666]
- horoscope-date: ৩১ মার্চ ২০২২: [167, 1646, 249, 1662]
- article-body: মাসুদ পরিবারের অনুপস্থিতিতে বাড়িতে ঢুকে হামলা চালায়। পরে স্থানীয়রা আহত অবস্থায় উদ্ধার করে হাসপাতালে নিয়ে যায়। এ ঘটনায় থানায় মামলা দায়ের করা হয়েছে এবং পুলিশ অভিযুক্তদের খুঁজছে।: [1256, 623, 1487, 675]
- news-photo: [1121, 342, 1239, 527]
- row-key: Special Instructions: [1018, 1740, 1178, 1797]
- zodiac-item: [213, 1850, 391, 1882]
- article-body: জঙ্গি দমনের মতোই বাজার সিন্ডিকেট ধ্বংস করতে হবে বলে মন্তব্য করেছেন জাসদ সভাপতি ও সাবেক তথ্যমন্ত্রী হাসানুল হক ইনু। তিনি বলেন, নিত্যপণ্যের দাম নিয়ন্ত্রণে সরকারকে কঠোর পদক্ষেপ নিতে হবে। বাজারে কৃত্রিম সংকট তৈরি করে যারা জনগণকে জিম্মি করছে তাদের বিরুদ্ধে ব্যবস্থা নিতে হবে। টিসিবির মাধ্যমে ন্যায্যমূল্যে পণ্য বিক্রির পরিধি বাড়ানোর আহ্বান জানান তিনি।: [407, 413, 701, 492]
- headline-line: পা বিচ্ছিন্ন: [517, 743, 591, 764]
- page-number: ১১: [1446, 26, 1478, 55]
- headline: বগুড়ার প্রথম উপজেলা: [136, 73, 280, 91]
- signer-name: (Gobinda Lal Gaine): [1373, 1887, 1465, 1899]
- article-body: গাইবান্ধার গোবিন্দগঞ্জে একটি মেলায় গ্যাস সিলিন্ডার বিস্ফোরণে এক বেলুন বিক্রেতার পা বিচ্ছিন্ন হয়েছে। স্থানীয়রা তাকে উদ্ধার করে হাসপাতালে ভর্তি করেন। পরে অবস্থার অবনতি হলে তাকে রংপুর মেডিকেল কলেজ হাসপাতালে স্থানান্তর করা হয়। ঘটনার পর মেলায় আতঙ্ক ছড়িয়ে পড়ে।: [407, 1194, 701, 1246]
- table-row: [993, 1292, 1478, 1310]
- bank-seal-icon: [1201, 1030, 1260, 1089]
- headline: [407, 72, 701, 143]
- headline-line: ৯ অঞ্চলে ঝড়ের: [492, 73, 617, 94]
- headline-line: বাজার সিন্ডিকেট ধ্বংস: [471, 361, 638, 382]
- headline-line: রাজশাহীতে করোনা ও উপসর্গে: [1257, 73, 1486, 94]
- headline: [983, 260, 1239, 337]
- article-body: দক্ষিণ আফ্রিকায় সন্ত্রাসীদের গুলিতে এক বাংলাদেশী যুবক নিহত হয়েছেন। তিনি সেখানে ব্যবসা করতেন। পরিবারের সদস্যরা জানান, দোকানে ডাকাতির সময় সন্ত্রাসীরা তাকে গুলি করে। তার মরদেহ দেশে ফিরিয়ে আনার জন্য সরকারের প্রতি আবেদন জানিয়েছে পরিবার।: [983, 343, 1116, 462]
- row-key: Last Date and Time for Collecting Tender Document: [1018, 1635, 1178, 1666]
- zodiac-item: [25, 1777, 204, 1808]
- column-5: [1256, 67, 1487, 1058]
